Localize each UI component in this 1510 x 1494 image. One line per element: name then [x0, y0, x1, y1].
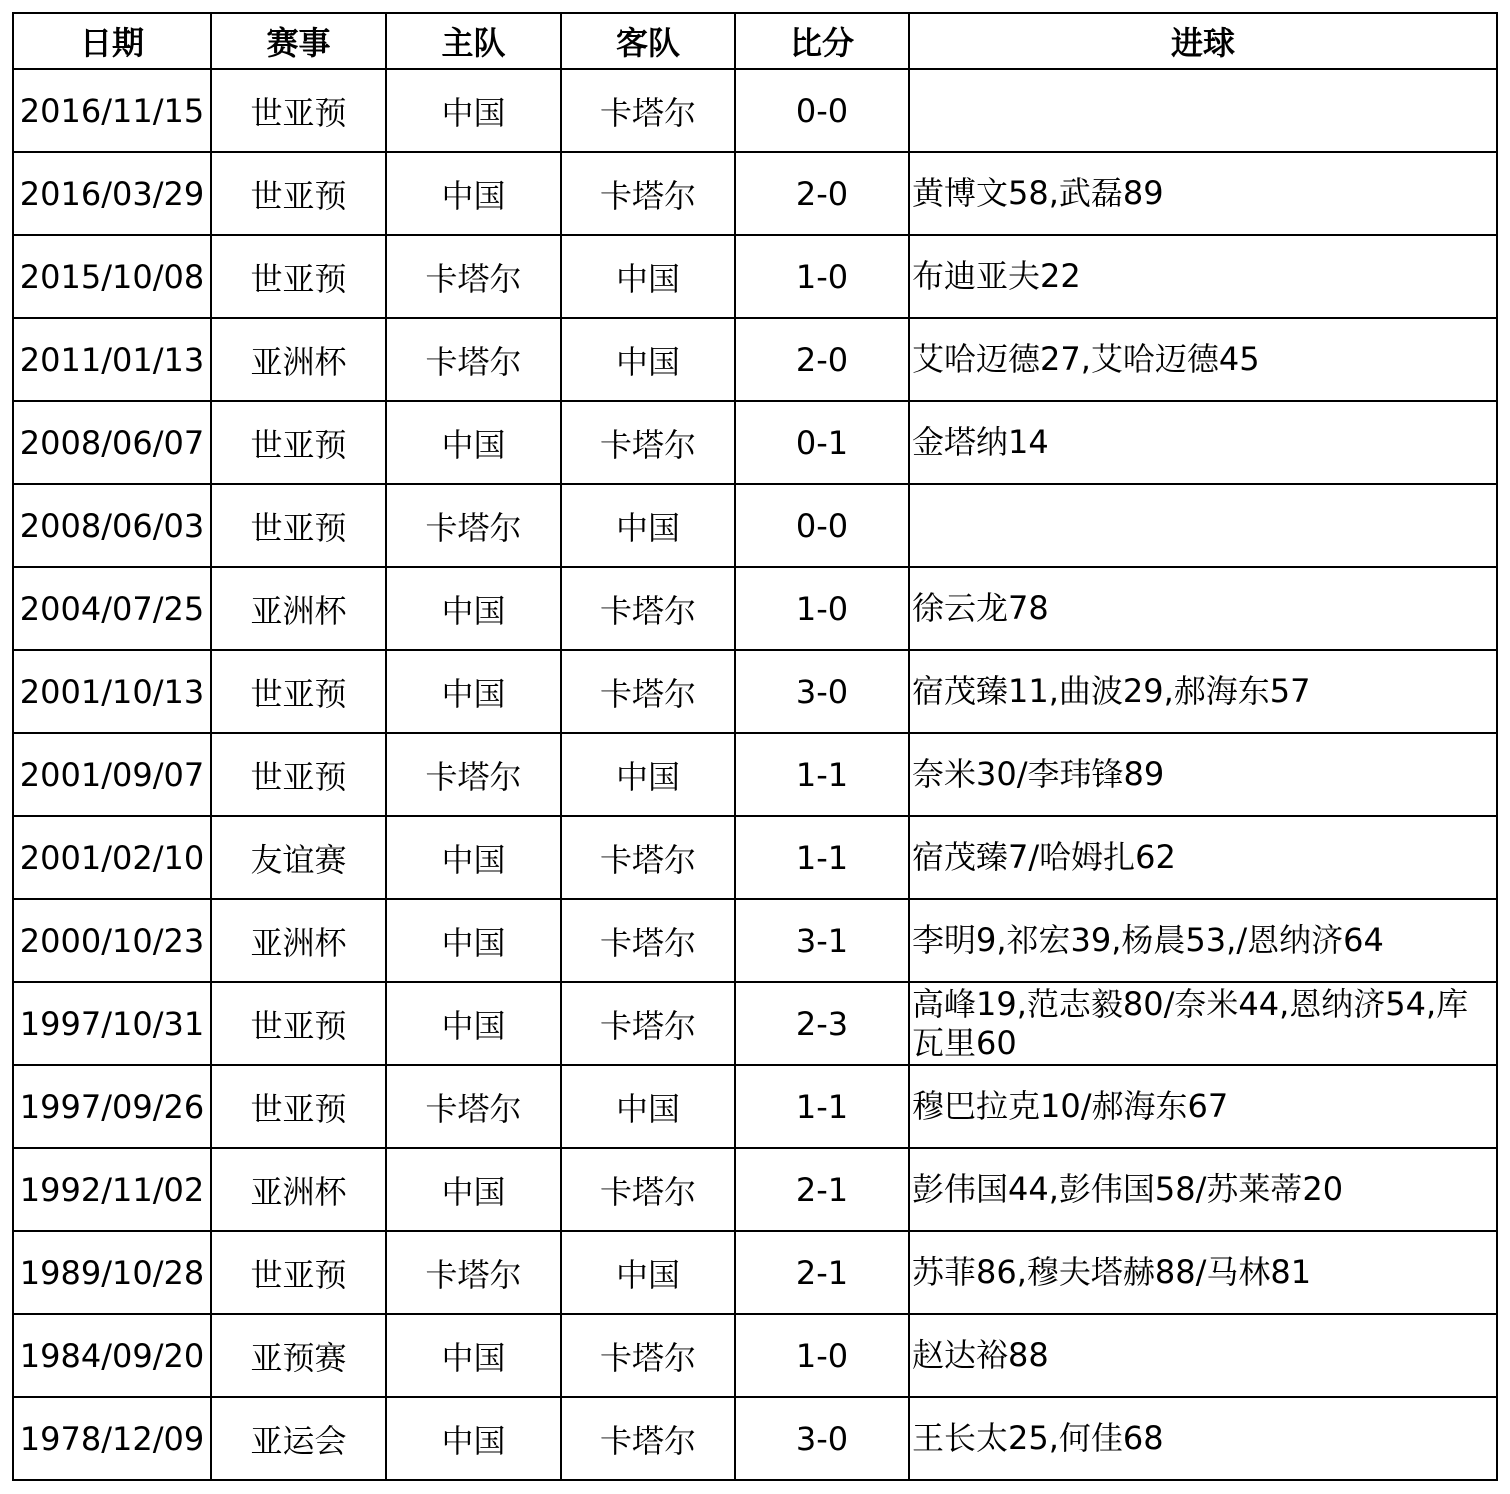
table-row: [13, 1148, 1497, 1231]
table-row: [13, 1314, 1497, 1397]
date-cell: 2016/11/15: [13, 69, 211, 152]
goals-cell: 王长太25,何佳68: [909, 1397, 1497, 1480]
date-cell: 2008/06/03: [13, 484, 211, 567]
table-row: [13, 733, 1497, 816]
header-score: 比分: [735, 13, 909, 69]
date-cell: 1997/09/26: [13, 1065, 211, 1148]
score-cell: 2-3: [735, 982, 909, 1065]
table-row: [13, 650, 1497, 733]
home-team-cell: 卡塔尔: [386, 1065, 561, 1148]
goals-cell: 高峰19,范志毅80/奈米44,恩纳济54,库瓦里60: [909, 982, 1497, 1065]
away-team-cell: 中国: [561, 1231, 735, 1314]
home-team-cell: 中国: [386, 152, 561, 235]
table-body: [13, 69, 1497, 1480]
goals-cell: 彭伟国44,彭伟国58/苏莱蒂20: [909, 1148, 1497, 1231]
header-goals: 进球: [909, 13, 1497, 69]
score-cell: 1-1: [735, 816, 909, 899]
home-team-cell: 卡塔尔: [386, 1231, 561, 1314]
date-cell: 2001/09/07: [13, 733, 211, 816]
score-cell: 3-0: [735, 650, 909, 733]
score-cell: 0-0: [735, 484, 909, 567]
match-history-table: [12, 12, 1498, 1481]
table-row: [13, 318, 1497, 401]
date-cell: 2015/10/08: [13, 235, 211, 318]
header-home-team: 主队: [386, 13, 561, 69]
goals-cell: 宿茂臻7/哈姆扎62: [909, 816, 1497, 899]
goals-cell: 赵达裕88: [909, 1314, 1497, 1397]
score-cell: 1-1: [735, 733, 909, 816]
score-cell: 1-0: [735, 567, 909, 650]
score-cell: 1-0: [735, 1314, 909, 1397]
away-team-cell: 卡塔尔: [561, 69, 735, 152]
home-team-cell: 中国: [386, 1397, 561, 1480]
date-cell: 1978/12/09: [13, 1397, 211, 1480]
home-team-cell: 中国: [386, 899, 561, 982]
away-team-cell: 卡塔尔: [561, 567, 735, 650]
table-row: [13, 484, 1497, 567]
score-cell: 0-0: [735, 69, 909, 152]
competition-cell: 世亚预: [211, 982, 386, 1065]
goals-cell: 李明9,祁宏39,杨晨53,/恩纳济64: [909, 899, 1497, 982]
competition-cell: 亚洲杯: [211, 899, 386, 982]
away-team-cell: 中国: [561, 235, 735, 318]
away-team-cell: 中国: [561, 318, 735, 401]
date-cell: 2001/10/13: [13, 650, 211, 733]
goals-cell: 奈米30/李玮锋89: [909, 733, 1497, 816]
competition-cell: 世亚预: [211, 1231, 386, 1314]
header-away-team: 客队: [561, 13, 735, 69]
date-cell: 2016/03/29: [13, 152, 211, 235]
competition-cell: 亚洲杯: [211, 318, 386, 401]
goals-cell: [909, 484, 1497, 567]
goals-cell: [909, 69, 1497, 152]
date-cell: 2008/06/07: [13, 401, 211, 484]
goals-cell: 徐云龙78: [909, 567, 1497, 650]
away-team-cell: 中国: [561, 1065, 735, 1148]
table-row: [13, 816, 1497, 899]
away-team-cell: 中国: [561, 733, 735, 816]
score-cell: 2-1: [735, 1231, 909, 1314]
table-row: [13, 152, 1497, 235]
home-team-cell: 中国: [386, 816, 561, 899]
header-competition: 赛事: [211, 13, 386, 69]
table-row: [13, 567, 1497, 650]
competition-cell: 世亚预: [211, 1065, 386, 1148]
date-cell: 1984/09/20: [13, 1314, 211, 1397]
date-cell: 1989/10/28: [13, 1231, 211, 1314]
score-cell: 1-0: [735, 235, 909, 318]
table-row: [13, 235, 1497, 318]
home-team-cell: 中国: [386, 567, 561, 650]
home-team-cell: 卡塔尔: [386, 318, 561, 401]
home-team-cell: 中国: [386, 1314, 561, 1397]
date-cell: 1992/11/02: [13, 1148, 211, 1231]
score-cell: 2-0: [735, 152, 909, 235]
home-team-cell: 中国: [386, 1148, 561, 1231]
score-cell: 3-0: [735, 1397, 909, 1480]
date-cell: 2011/01/13: [13, 318, 211, 401]
goals-cell: 穆巴拉克10/郝海东67: [909, 1065, 1497, 1148]
table-row: [13, 401, 1497, 484]
date-cell: 2000/10/23: [13, 899, 211, 982]
score-cell: 2-0: [735, 318, 909, 401]
away-team-cell: 中国: [561, 484, 735, 567]
header-row: [13, 13, 1497, 69]
away-team-cell: 卡塔尔: [561, 982, 735, 1065]
score-cell: 1-1: [735, 1065, 909, 1148]
competition-cell: 世亚预: [211, 401, 386, 484]
competition-cell: 世亚预: [211, 733, 386, 816]
score-cell: 0-1: [735, 401, 909, 484]
away-team-cell: 卡塔尔: [561, 401, 735, 484]
goals-cell: 苏菲86,穆夫塔赫88/马林81: [909, 1231, 1497, 1314]
table-row: [13, 1397, 1497, 1480]
goals-cell: 黄博文58,武磊89: [909, 152, 1497, 235]
away-team-cell: 卡塔尔: [561, 152, 735, 235]
table-row: [13, 1065, 1497, 1148]
competition-cell: 世亚预: [211, 152, 386, 235]
goals-cell: 金塔纳14: [909, 401, 1497, 484]
table-row: [13, 899, 1497, 982]
date-cell: 2001/02/10: [13, 816, 211, 899]
home-team-cell: 卡塔尔: [386, 733, 561, 816]
table-row: [13, 982, 1497, 1065]
score-cell: 2-1: [735, 1148, 909, 1231]
date-cell: 1997/10/31: [13, 982, 211, 1065]
away-team-cell: 卡塔尔: [561, 899, 735, 982]
goals-cell: 宿茂臻11,曲波29,郝海东57: [909, 650, 1497, 733]
goals-cell: 艾哈迈德27,艾哈迈德45: [909, 318, 1497, 401]
competition-cell: 亚运会: [211, 1397, 386, 1480]
header-date: 日期: [13, 13, 211, 69]
competition-cell: 亚预赛: [211, 1314, 386, 1397]
competition-cell: 友谊赛: [211, 816, 386, 899]
table-row: [13, 69, 1497, 152]
away-team-cell: 卡塔尔: [561, 1314, 735, 1397]
away-team-cell: 卡塔尔: [561, 650, 735, 733]
home-team-cell: 中国: [386, 69, 561, 152]
away-team-cell: 卡塔尔: [561, 1148, 735, 1231]
home-team-cell: 中国: [386, 401, 561, 484]
away-team-cell: 卡塔尔: [561, 1397, 735, 1480]
competition-cell: 世亚预: [211, 69, 386, 152]
table-row: [13, 1231, 1497, 1314]
competition-cell: 亚洲杯: [211, 567, 386, 650]
competition-cell: 世亚预: [211, 484, 386, 567]
date-cell: 2004/07/25: [13, 567, 211, 650]
table-header: [13, 13, 1497, 69]
score-cell: 3-1: [735, 899, 909, 982]
home-team-cell: 卡塔尔: [386, 484, 561, 567]
competition-cell: 世亚预: [211, 650, 386, 733]
away-team-cell: 卡塔尔: [561, 816, 735, 899]
competition-cell: 世亚预: [211, 235, 386, 318]
goals-cell: 布迪亚夫22: [909, 235, 1497, 318]
home-team-cell: 卡塔尔: [386, 235, 561, 318]
competition-cell: 亚洲杯: [211, 1148, 386, 1231]
home-team-cell: 中国: [386, 650, 561, 733]
home-team-cell: 中国: [386, 982, 561, 1065]
